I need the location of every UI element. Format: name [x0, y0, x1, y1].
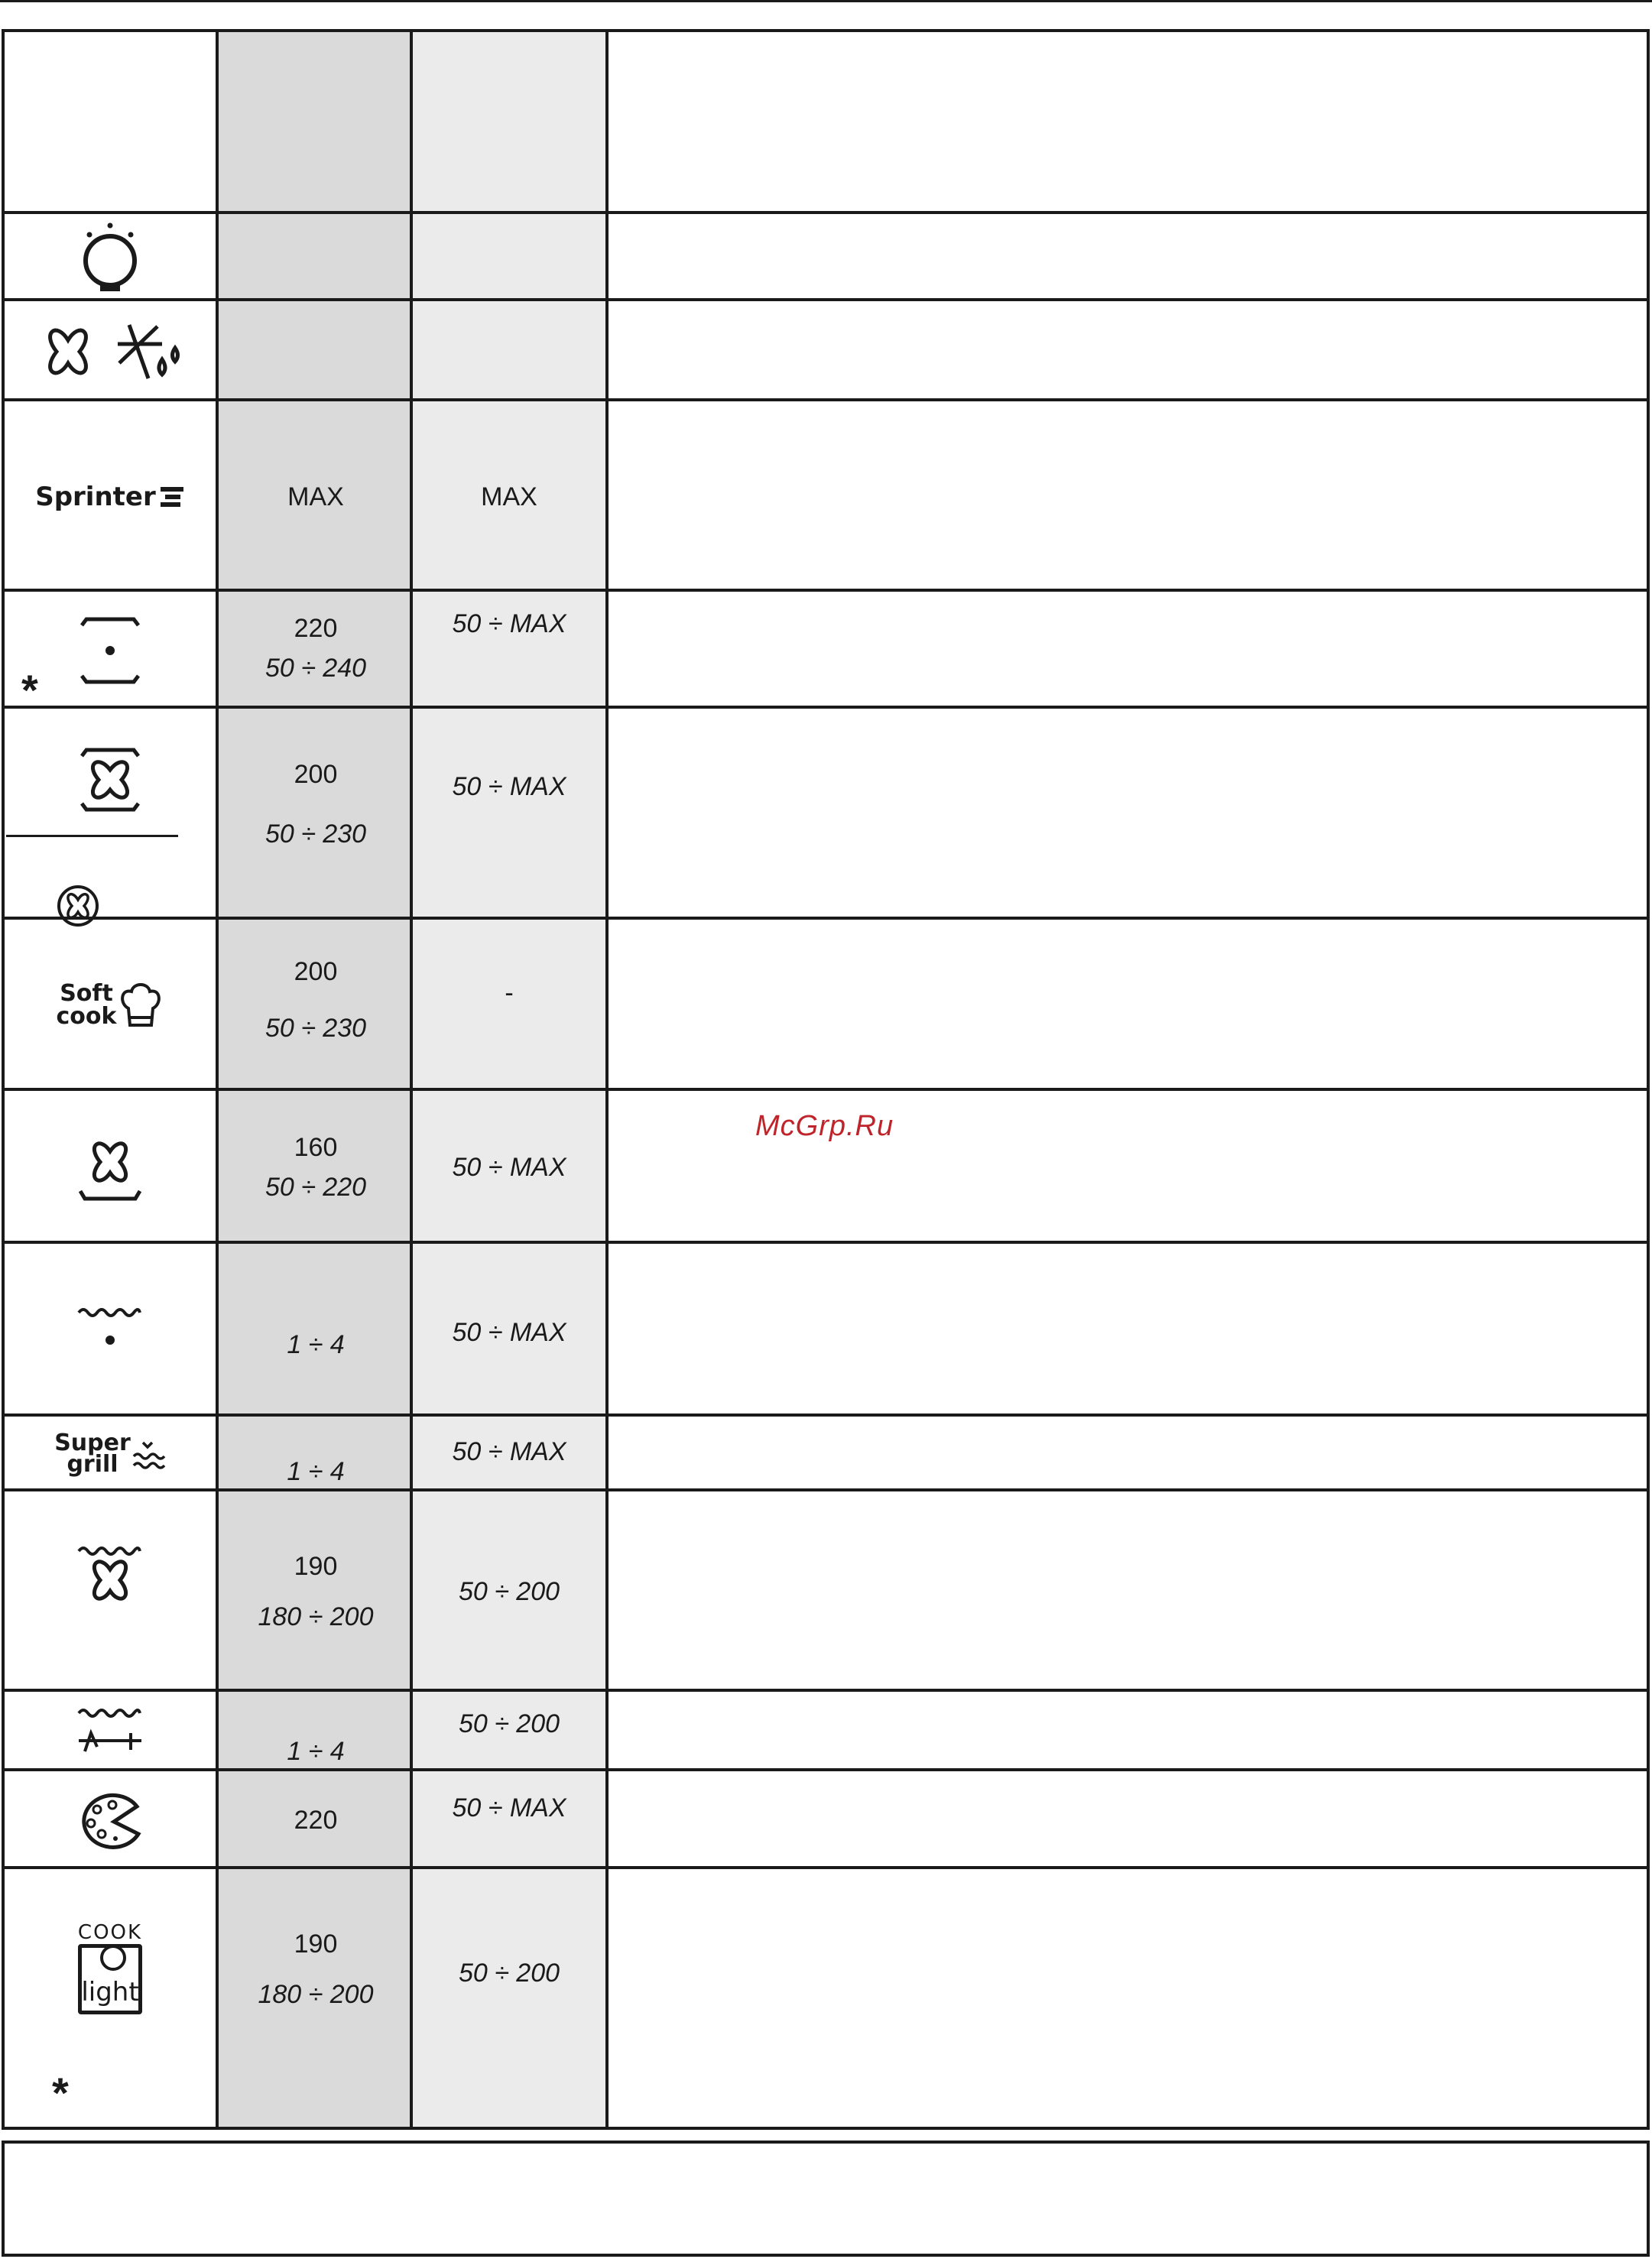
- microwave-value: -: [505, 979, 514, 1008]
- microwave-value: 50 ÷ 200: [458, 1709, 560, 1738]
- sprinter-icon-label: Sprinter: [35, 481, 156, 512]
- softcook-icon: [5, 920, 216, 1091]
- microwave-cell: [413, 1417, 605, 1491]
- microwave-cell: [413, 920, 605, 1091]
- table-row: [5, 706, 1647, 920]
- table-row: [5, 1488, 1647, 1692]
- temperature-range: 1 ÷ 4: [287, 1457, 345, 1486]
- temperature-cell: [219, 1491, 413, 1692]
- supergrill-label-bottom: grill: [67, 1451, 118, 1478]
- microwave-value: MAX: [481, 482, 537, 511]
- temperature-range: 50 ÷ 230: [265, 820, 367, 849]
- fan-oven-icon: [5, 709, 216, 920]
- icon-divider: [6, 835, 178, 837]
- lamp-icon: [5, 214, 216, 301]
- temperature-cell: [219, 1417, 413, 1491]
- temperature-value: 200: [294, 957, 338, 986]
- temperature-value: 190: [294, 1552, 338, 1581]
- grill-icon: [5, 1244, 216, 1417]
- microwave-value: 50 ÷ 200: [458, 1577, 560, 1606]
- microwave-cell: [413, 709, 605, 920]
- fan-grill-icon: [5, 1491, 216, 1692]
- cook-light-icon: [5, 1869, 216, 2130]
- softcook-label-top: Soft: [60, 980, 113, 1007]
- grill-spit-icon: [5, 1692, 216, 1771]
- temperature-range: 50 ÷ 220: [265, 1173, 367, 1202]
- microwave-cell: [413, 592, 605, 709]
- microwave-value: 50 ÷ MAX: [452, 1793, 566, 1822]
- table-row: [5, 1413, 1647, 1491]
- temperature-cell: [219, 920, 413, 1091]
- temperature-value: 160: [294, 1133, 338, 1162]
- temperature-cell: [219, 1771, 413, 1869]
- table-header-row: [5, 32, 1647, 211]
- fan-bottom-icon: [5, 1091, 216, 1244]
- microwave-cell: [413, 1692, 605, 1771]
- temperature-cell: [219, 401, 413, 592]
- defrost-icon: [5, 301, 216, 401]
- watermark: McGrp.Ru: [755, 1110, 894, 1142]
- microwave-value: 50 ÷ MAX: [452, 772, 566, 801]
- table-row: [5, 211, 1647, 301]
- top-rule: [0, 0, 1652, 2]
- pizza-icon: [5, 1771, 216, 1869]
- microwave-cell: [413, 401, 605, 592]
- softcook-label-bottom: cook: [56, 1003, 117, 1030]
- temperature-range: 180 ÷ 200: [258, 1602, 374, 1631]
- table-row: [5, 398, 1647, 592]
- temperature-range: 1 ÷ 4: [287, 1737, 345, 1766]
- function-table: [2, 29, 1650, 2130]
- temperature-value: 220: [294, 1806, 338, 1835]
- temperature-cell: [219, 1692, 413, 1771]
- temperature-range: 1 ÷ 4: [287, 1330, 345, 1359]
- microwave-cell: [413, 1091, 605, 1244]
- sprinter-icon: [5, 401, 216, 592]
- cooklight-label-top: COOK: [77, 1921, 143, 1944]
- cooklight-label-bottom: light: [81, 1977, 139, 2007]
- table-row: [5, 1241, 1647, 1417]
- table-row: [5, 1866, 1647, 2130]
- table-row: [5, 917, 1647, 1091]
- table-row: [5, 589, 1647, 714]
- footer-box: [2, 2141, 1650, 2257]
- supergrill-label-top: Super: [54, 1430, 131, 1456]
- footnote-star: *: [52, 2069, 69, 2117]
- table-row: [5, 298, 1647, 401]
- temperature-value: 190: [294, 1930, 338, 1959]
- temperature-cell: [219, 1869, 413, 2130]
- microwave-value: 50 ÷ 200: [458, 1959, 560, 1988]
- temperature-range: 50 ÷ 230: [265, 1014, 367, 1043]
- microwave-cell: [413, 1771, 605, 1869]
- temperature-cell: [219, 1091, 413, 1244]
- temperature-value: 200: [294, 760, 338, 789]
- temperature-range: 180 ÷ 200: [258, 1980, 374, 2009]
- temperature-value: MAX: [287, 482, 344, 511]
- microwave-value: 50 ÷ MAX: [452, 609, 566, 638]
- supergrill-icon: [5, 1417, 216, 1491]
- footnote-star: *: [21, 666, 38, 714]
- microwave-cell: [413, 1244, 605, 1417]
- microwave-value: 50 ÷ MAX: [452, 1437, 566, 1466]
- microwave-value: 50 ÷ MAX: [452, 1318, 566, 1347]
- temperature-cell: [219, 592, 413, 709]
- temperature-range: 50 ÷ 240: [265, 654, 367, 683]
- microwave-cell: [413, 1491, 605, 1692]
- microwave-value: 50 ÷ MAX: [452, 1153, 566, 1182]
- table-row: [5, 1689, 1647, 1771]
- temperature-cell: [219, 1244, 413, 1417]
- microwave-cell: [413, 1869, 605, 2130]
- temperature-value: 220: [294, 614, 338, 643]
- table-row: [5, 1768, 1647, 1869]
- temperature-cell: [219, 709, 413, 920]
